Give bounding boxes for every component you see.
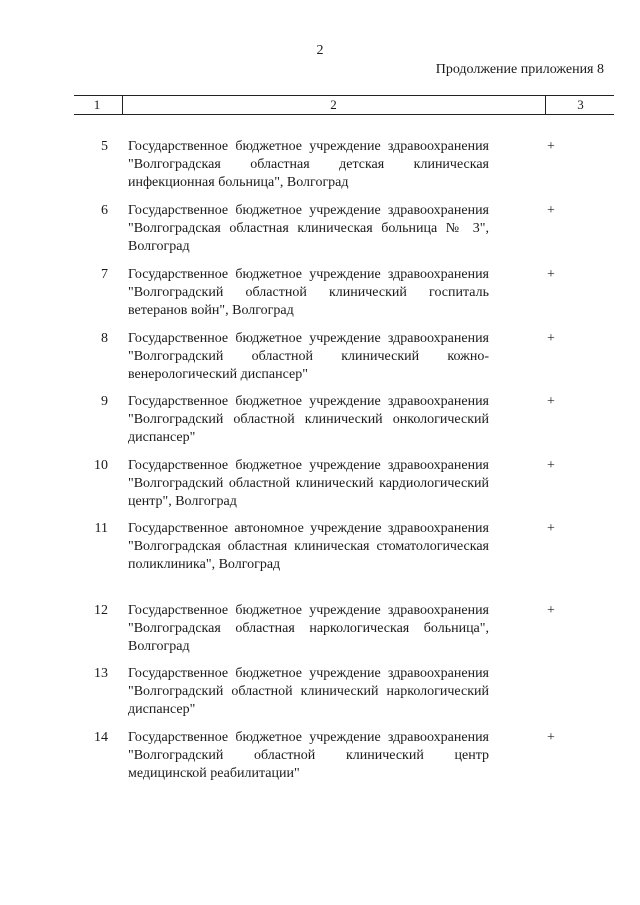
page-number: 2 [316, 43, 324, 58]
institution-name: Государственное бюджетное учреждение здравоохранения "Волгоградский областной клинический госпиталь ветеранов войн", Волгоград [128, 267, 489, 318]
row-mark: + [547, 730, 555, 745]
row-mark: + [547, 267, 555, 282]
institution-name: Государственное бюджетное учреждение здравоохранения "Волгоградский областной клинический кожно-венерологический диспансер" [128, 331, 489, 382]
row-number: 11 [94, 521, 108, 536]
row-number: 10 [94, 458, 108, 473]
institution-name: Государственное бюджетное учреждение здравоохранения "Волгоградская областная наркологическая больница", Волгоград [128, 603, 489, 654]
row-number: 5 [101, 139, 108, 154]
row-number: 8 [101, 331, 108, 346]
column-header-3: 3 [577, 97, 584, 112]
row-mark: + [547, 521, 555, 536]
row-number: 13 [94, 666, 108, 681]
institution-name: Государственное бюджетное учреждение здравоохранения "Волгоградский областной клинический онкологический диспансер" [128, 394, 489, 445]
institution-name: Государственное бюджетное учреждение здравоохранения "Волгоградский областной клинический наркологический диспансер" [128, 666, 489, 717]
institution-name: Государственное бюджетное учреждение здравоохранения "Волгоградский областной клинический кардиологический центр", Волгоград [128, 458, 489, 509]
row-mark: + [547, 458, 555, 473]
institution-name: Государственное автономное учреждение здравоохранения "Волгоградская областная клиническая стоматологическая поликлиника", Волгоград [128, 521, 489, 572]
row-number: 9 [101, 394, 108, 409]
row-number: 6 [101, 203, 108, 218]
institution-name: Государственное бюджетное учреждение здравоохранения "Волгоградский областной клинический центр медицинской реабилитации" [128, 730, 489, 781]
row-number: 7 [101, 267, 108, 282]
row-mark: + [547, 394, 555, 409]
column-header-1: 1 [93, 97, 101, 112]
row-mark: + [547, 139, 555, 154]
row-number: 12 [94, 603, 108, 618]
row-number: 14 [94, 730, 108, 745]
column-divider [122, 96, 123, 114]
column-divider [545, 96, 546, 114]
table-header [74, 95, 614, 115]
row-mark: + [547, 603, 555, 618]
column-header-2: 2 [330, 97, 337, 112]
institution-name: Государственное бюджетное учреждение здравоохранения "Волгоградская областная детская клиническая инфекционная больница", Волгоград [128, 139, 489, 190]
row-mark: + [547, 331, 555, 346]
institution-name: Государственное бюджетное учреждение здравоохранения "Волгоградская областная клиническая больница № 3", Волгоград [128, 203, 489, 254]
row-mark: + [547, 203, 555, 218]
continuation-label: Продолжение приложения 8 [435, 62, 604, 77]
